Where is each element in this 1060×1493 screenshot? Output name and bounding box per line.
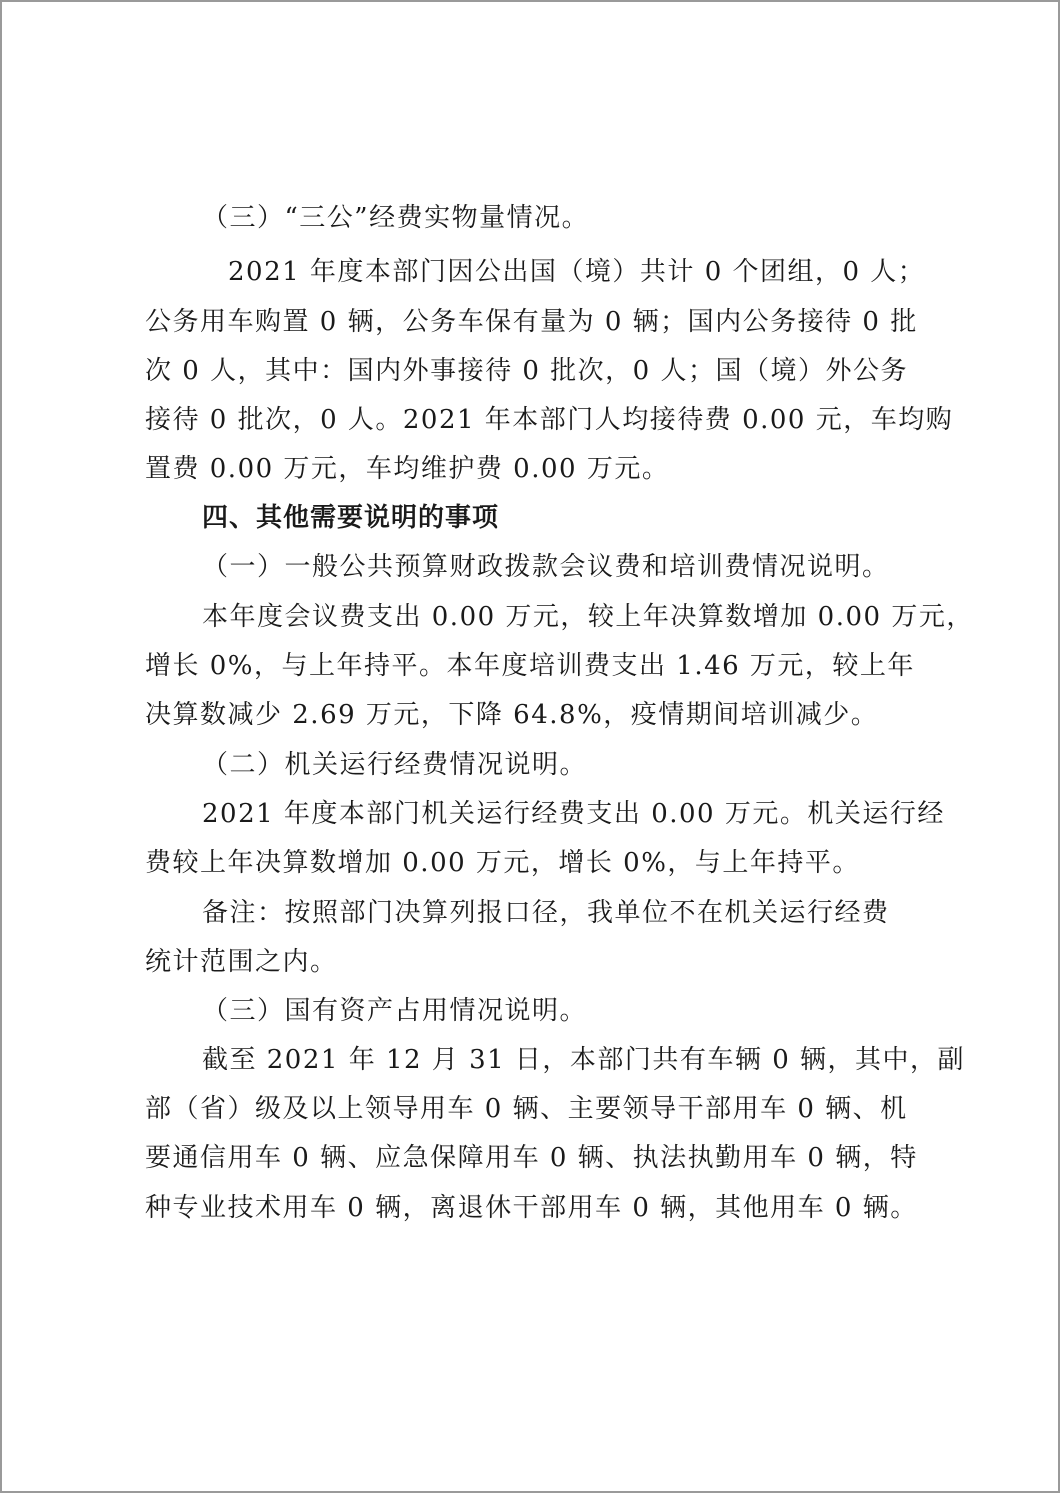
paragraph-line: 要通信用车 0 辆、应急保障用车 0 辆、执法执勤用车 0 辆，特 <box>145 1143 918 1173</box>
paragraph-line: 增长 0%，与上年持平。本年度培训费支出 1.46 万元，较上年 <box>145 651 915 681</box>
paragraph-line: 本年度会议费支出 0.00 万元，较上年决算数增加 0.00 万元， <box>202 602 974 632</box>
paragraph-line: 公务用车购置 0 辆，公务车保有量为 0 辆；国内公务接待 0 批 <box>145 307 918 337</box>
subheading-state-assets: （三）国有资产占用情况说明。 <box>202 996 588 1026</box>
note-line: 统计范围之内。 <box>145 947 338 977</box>
paragraph-line: 决算数减少 2.69 万元，下降 64.8%，疫情期间培训减少。 <box>145 700 879 730</box>
paragraph-line: 费较上年决算数增加 0.00 万元，增长 0%，与上年持平。 <box>145 848 860 878</box>
subheading-three-public-expenses: （三）“三公”经费实物量情况。 <box>202 203 590 233</box>
paragraph-line: 2021 年度本部门机关运行经费支出 0.00 万元。机关运行经 <box>202 799 945 829</box>
paragraph-line: 截至 2021 年 12 月 31 日，本部门共有车辆 0 辆，其中，副 <box>202 1045 965 1075</box>
paragraph-line: 部（省）级及以上领导用车 0 辆、主要领导干部用车 0 辆、机 <box>145 1094 908 1124</box>
paragraph-line: 置费 0.00 万元，车均维护费 0.00 万元。 <box>145 454 670 484</box>
note-line: 备注：按照部门决算列报口径，我单位不在机关运行经费 <box>202 898 890 928</box>
paragraph-line: 2021 年度本部门因公出国（境）共计 0 个团组，0 人； <box>228 257 926 287</box>
subheading-meeting-training: （一）一般公共预算财政拨款会议费和培训费情况说明。 <box>202 552 890 582</box>
paragraph-line: 次 0 人，其中：国内外事接待 0 批次，0 人；国（境）外公务 <box>145 356 908 386</box>
paragraph-line: 种专业技术用车 0 辆，离退休干部用车 0 辆，其他用车 0 辆。 <box>145 1193 918 1223</box>
paragraph-line: 接待 0 批次，0 人。2021 年本部门人均接待费 0.00 元，车均购 <box>145 405 954 435</box>
section-heading-other-matters: 四、其他需要说明的事项 <box>202 503 500 533</box>
subheading-operating-expenses: （二）机关运行经费情况说明。 <box>202 750 588 780</box>
